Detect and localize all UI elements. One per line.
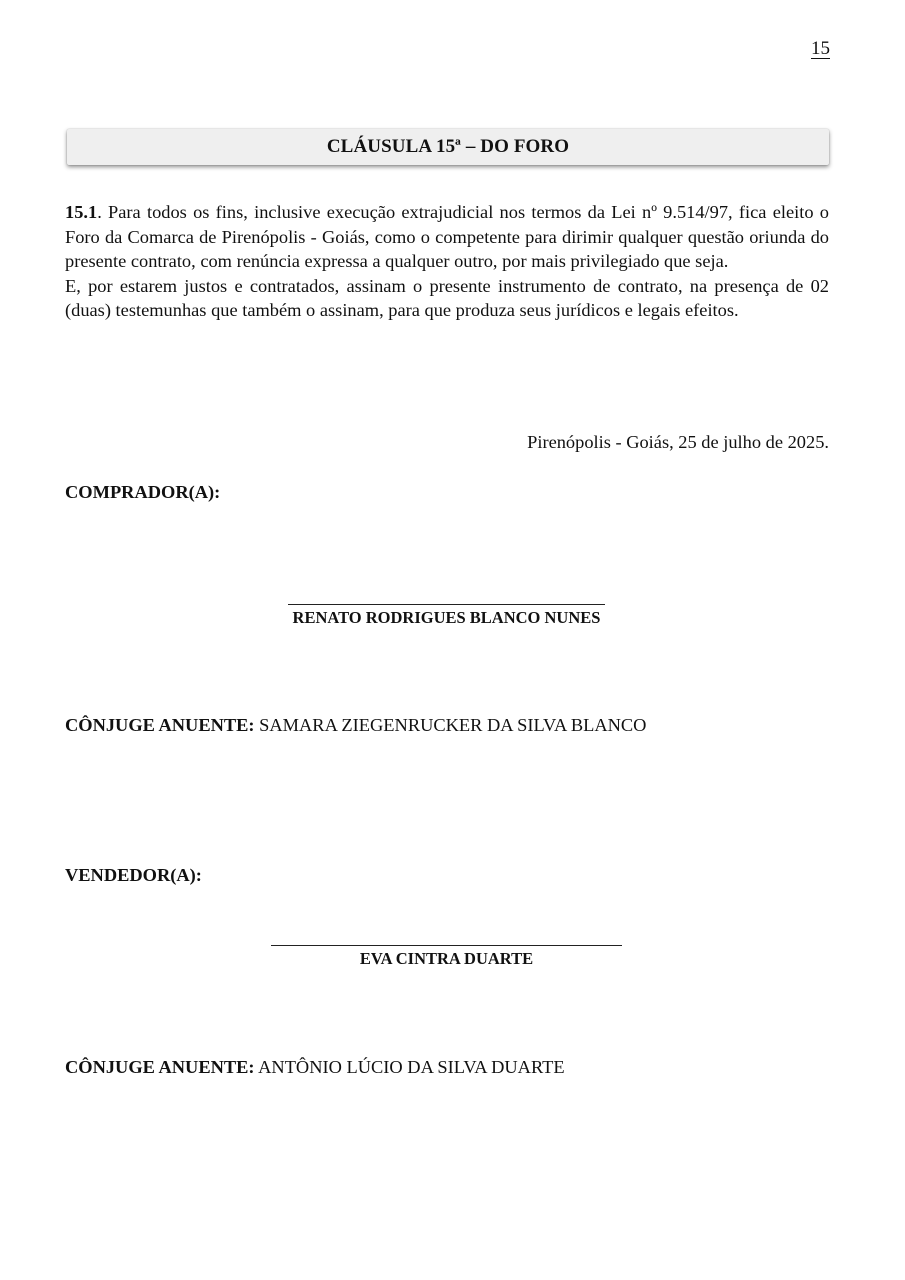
clause-paragraph-1-text: . Para todos os fins, inclusive execução extrajudicial nos termos da Lei nº 9.514/97, fica eleito o Foro da Comarca de Pirenópolis - Goiás, como o competente para dirimir qualquer questão oriunda do presente contrato, com renúncia expressa a qualquer outro, por mais privilegiado que seja. [65,202,829,272]
clause-title: CLÁUSULA 15ª – DO FORO [67,129,829,165]
clause-paragraph-2: E, por estarem justos e contratados, assinam o presente instrumento de contrato, na presença de 02 (duas) testemunhas que também o assinam, para que produza seus jurídicos e legais efeitos. [65,275,829,321]
buyer-signatory-name: RENATO RODRIGUES BLANCO NUNES [292,608,601,627]
buyer-signature-line [288,604,605,605]
seller-spouse-name: ANTÔNIO LÚCIO DA SILVA DUARTE [258,1057,565,1077]
buyer-signature-block [288,604,605,628]
buyer-label: COMPRADOR(A): [65,482,221,502]
seller-signature-block [271,945,622,969]
place-and-date: Pirenópolis - Goiás, 25 de julho de 2025. [527,432,829,452]
seller-label: VENDEDOR(A): [65,865,202,885]
seller-signature-line [271,945,622,946]
buyer-spouse-label: CÔNJUGE ANUENTE: [65,715,255,735]
buyer-spouse-line [65,715,646,736]
buyer-spouse-name: SAMARA ZIEGENRUCKER DA SILVA BLANCO [259,715,647,735]
seller-signatory-name: EVA CINTRA DUARTE [359,949,534,968]
clause-item-number: 15.1 [65,202,98,222]
seller-spouse-label: CÔNJUGE ANUENTE: [65,1057,255,1077]
clause-body [65,200,829,323]
page-number: 15 [811,38,830,59]
seller-spouse-line [65,1057,565,1078]
clause-paragraph-1 [65,200,829,274]
